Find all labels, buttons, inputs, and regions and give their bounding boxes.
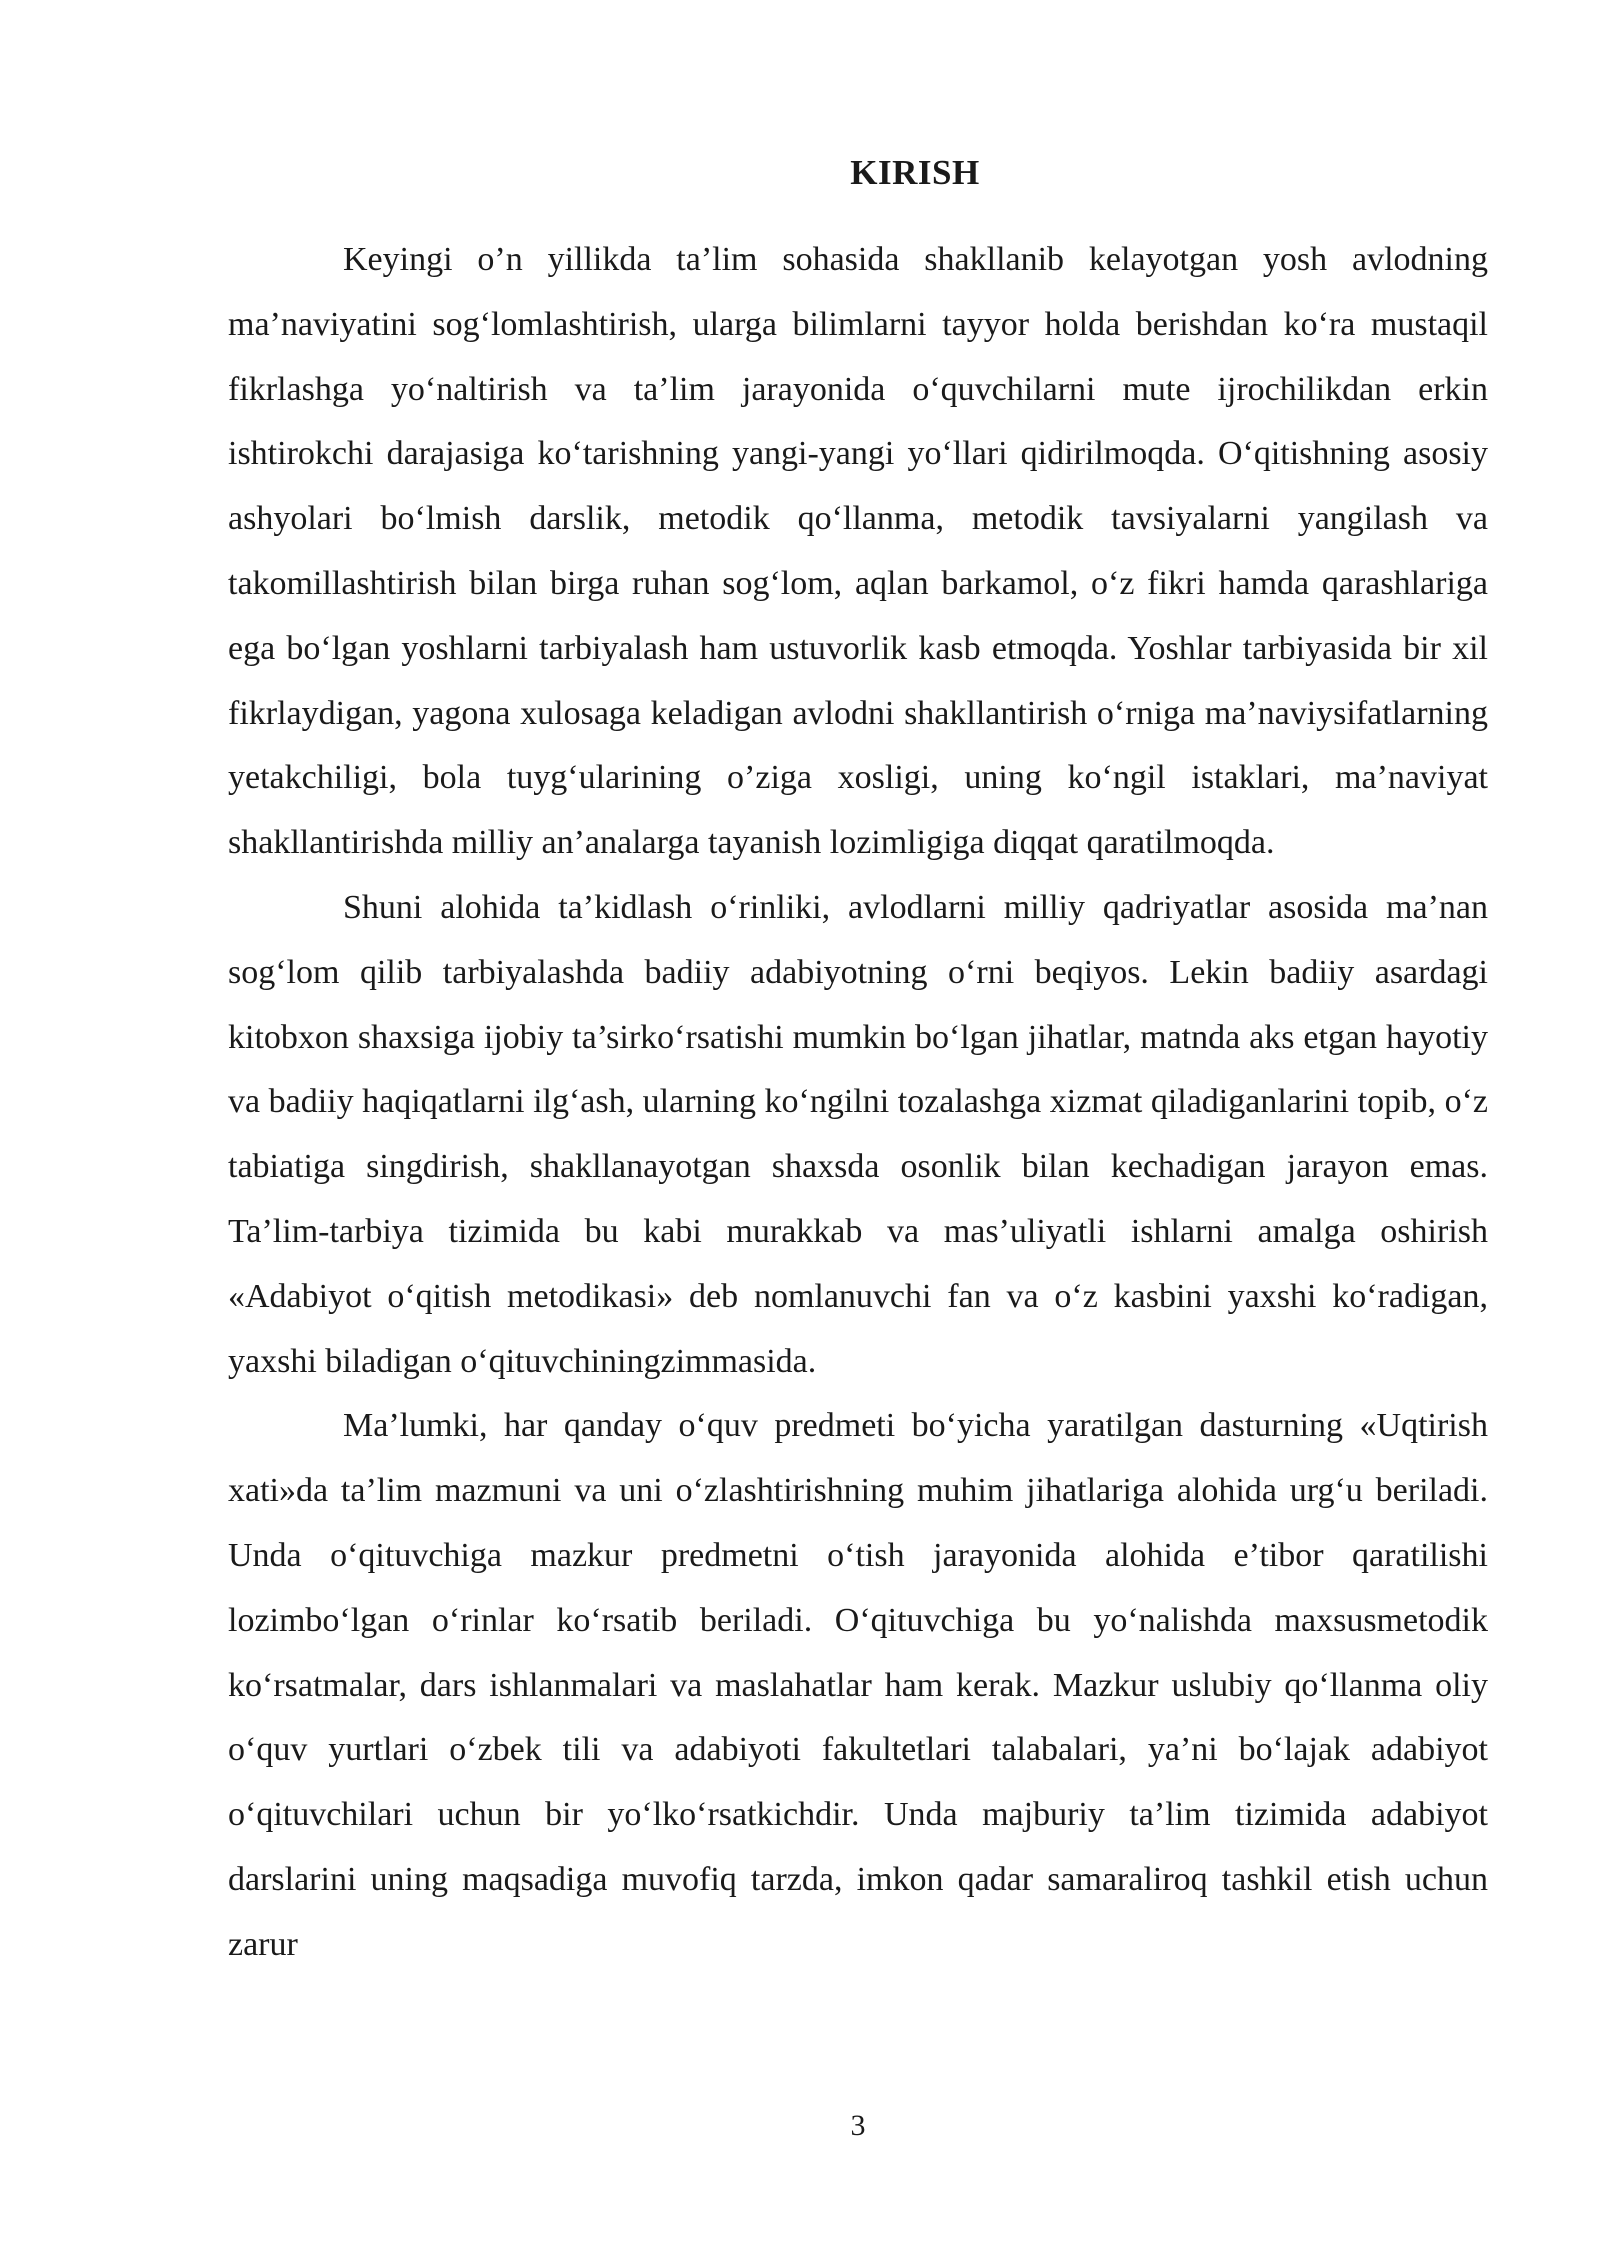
page-number: 3 bbox=[850, 2109, 866, 2142]
paragraph-1: Keyingi o’n yillikda ta’lim sohasida shakllanib kelayotgan yosh avlodning ma’naviyatini sog‘lomlashtirish, ularga bilimlarni tayyor holda berishdan ko‘ra mustaqil fikrlashga yo‘naltirish va ta’lim jarayonida o‘quvchilarni mute ijrochilikdan erkin ishtirokchi darajasiga ko‘tarishning yangi-yangi yo‘llari qidirilmoqda. O‘qitishning asosiy ashyolari bo‘lmish darslik, metodik qo‘llanma, metodik tavsiyalarni yangilash va takomillashtirish bilan birga ruhan sog‘lom, aqlan barkamol, o‘z fikri hamda qarashlariga ega bo‘lgan yoshlarni tarbiyalash ham ustuvorlik kasb etmoqda. Yoshlar tarbiyasida bir xil fikrlaydigan, yagona xulosaga keladigan avlodni shakllantirish o‘rniga ma’naviysifatlarning yetakchiligi, bola tuyg‘ularining o’ziga xosligi, uning ko‘ngil istaklari, ma’naviyat shakllantirishda milliy an’analarga tayanish lozimligiga diqqat qaratilmoqda. bbox=[228, 241, 1488, 862]
paragraph-2: Shuni alohida ta’kidlash o‘rinliki, avlodlarni milliy qadriyatlar asosida ma’nan sog‘lom qilib tarbiyalashda badiiy adabiyotning o‘rni beqiyos. Lekin badiiy asardagi kitobxon shaxsiga ijobiy ta’sirko‘rsatishi mumkin bo‘lgan jihatlar, matnda aks etgan hayotiy va badiiy haqiqatlarni ilg‘ash, ularning ko‘ngilni tozalashga xizmat qiladiganlarini topib, o‘z tabiatiga singdirish, shakllanayotgan shaxsda osonlik bilan kechadigan jarayon emas. Ta’lim-tarbiya tizimida bu kabi murakkab va mas’uliyatli ishlarni amalga oshirish «Adabiyot o‘qitish metodikasi» deb nomlanuvchi fan va o‘z kasbini yaxshi ko‘radigan, yaxshi biladigan o‘qituvchiningzimmasida. bbox=[228, 888, 1488, 1380]
paragraph-3: Ma’lumki, har qanday o‘quv predmeti bo‘yicha yaratilgan dasturning «Uqtirish xati»da ta’lim mazmuni va uni o‘zlashtirishning muhim jihatlariga alohida urg‘u beriladi. Unda o‘qituvchiga mazkur predmetni o‘tish jarayonida alohida e’tibor qaratilishi lozimbo‘lgan o‘rinlar ko‘rsatib beriladi. O‘qituvchiga bu yo‘nalishda maxsusmetodik ko‘rsatmalar, dars ishlanmalari va maslahatlar ham kerak. Mazkur uslubiy qo‘llanma oliy o‘quv yurtlari o‘zbek tili va adabiyoti fakultetlari talabalari, ya’ni bo‘lajak adabiyot o‘qituvchilari uchun bir yo‘lko‘rsatkichdir. Unda majburiy ta’lim tizimida adabiyot darslarini uning maqsadiga muvofiq tarzda, imkon qadar samaraliroq tashkil etish uchun zarur bbox=[228, 1407, 1488, 1963]
document-title: KIRISH bbox=[850, 153, 980, 192]
document-body bbox=[228, 228, 1488, 1978]
